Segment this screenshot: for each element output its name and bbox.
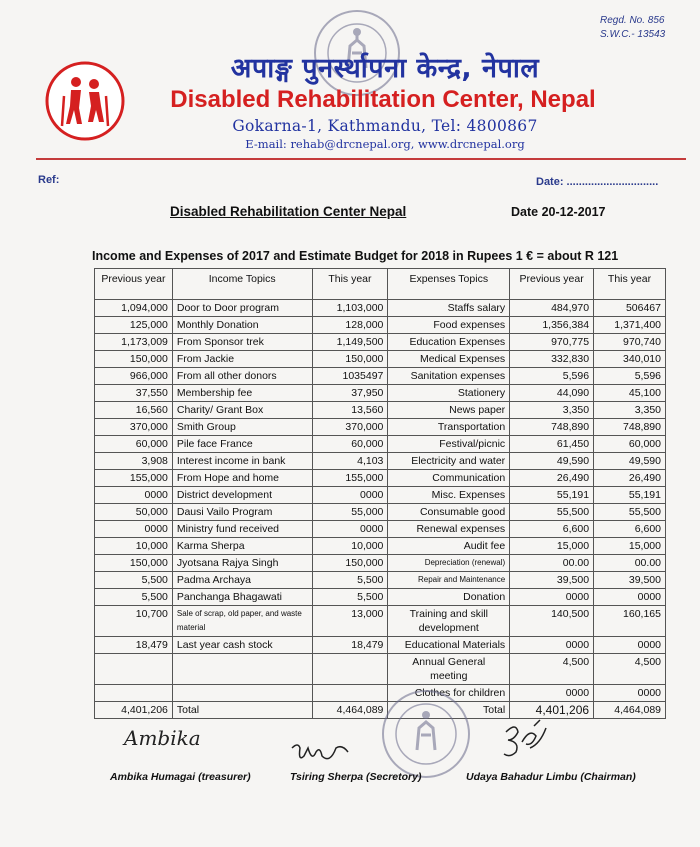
income-previous-year: 150,000 xyxy=(95,555,173,572)
expense-topic: Education Expenses xyxy=(388,334,510,351)
expense-previous-year: 484,970 xyxy=(510,300,594,317)
income-topic: Charity/ Grant Box xyxy=(172,402,312,419)
expense-topic: Misc. Expenses xyxy=(388,487,510,504)
expense-topic: Training and skill development xyxy=(388,606,510,637)
income-this-year: 1035497 xyxy=(312,368,388,385)
table-row xyxy=(95,470,666,487)
income-topic: From Hope and home xyxy=(172,470,312,487)
table-row xyxy=(95,555,666,572)
income-topic: Last year cash stock xyxy=(172,637,312,654)
expense-previous-year: 00.00 xyxy=(510,555,594,572)
expense-previous-year: 55,500 xyxy=(510,504,594,521)
expense-this-year: 6,600 xyxy=(594,521,666,538)
table-row xyxy=(95,654,666,685)
income-this-year: 0000 xyxy=(312,487,388,504)
expense-this-year: 0000 xyxy=(594,589,666,606)
expense-previous-year: 55,191 xyxy=(510,487,594,504)
expense-this-year: 55,500 xyxy=(594,504,666,521)
col-header-income-topics: Income Topics xyxy=(172,269,312,300)
income-topic: From all other donors xyxy=(172,368,312,385)
table-row xyxy=(95,317,666,334)
table-row xyxy=(95,589,666,606)
ref-label: Ref: xyxy=(38,174,60,186)
income-topic: Jyotsana Rajya Singh xyxy=(172,555,312,572)
income-topic: Door to Door program xyxy=(172,300,312,317)
expense-topic: Transportation xyxy=(388,419,510,436)
income-this-year: 370,000 xyxy=(312,419,388,436)
expense-previous-year: 1,356,384 xyxy=(510,317,594,334)
income-this-year: 150,000 xyxy=(312,555,388,572)
income-previous-year: 4,401,206 xyxy=(95,702,173,719)
expense-topic: Depreciation (renewal) xyxy=(388,555,510,572)
expense-previous-year: 748,890 xyxy=(510,419,594,436)
income-this-year: 4,464,089 xyxy=(312,702,388,719)
table-row xyxy=(95,419,666,436)
income-previous-year: 150,000 xyxy=(95,351,173,368)
income-this-year: 10,000 xyxy=(312,538,388,555)
income-previous-year xyxy=(95,654,173,685)
regd-number: Regd. No. 856 xyxy=(600,15,665,26)
income-this-year: 1,149,500 xyxy=(312,334,388,351)
col-header-expense-previous: Previous year xyxy=(510,269,594,300)
table-row xyxy=(95,368,666,385)
income-topic: From Jackie xyxy=(172,351,312,368)
table-row xyxy=(95,606,666,637)
table-row xyxy=(95,436,666,453)
income-topic: Dausi Vailo Program xyxy=(172,504,312,521)
expense-this-year: 55,191 xyxy=(594,487,666,504)
table-caption: Income and Expenses of 2017 and Estimate Budget for 2018 in Rupees 1 € = about R 121 xyxy=(92,249,619,263)
income-this-year xyxy=(312,685,388,702)
income-previous-year: 18,479 xyxy=(95,637,173,654)
expense-previous-year: 61,450 xyxy=(510,436,594,453)
income-previous-year: 16,560 xyxy=(95,402,173,419)
expense-this-year: 748,890 xyxy=(594,419,666,436)
expense-this-year: 160,165 xyxy=(594,606,666,637)
table-row xyxy=(95,334,666,351)
expense-topic: Repair and Maintenance xyxy=(388,572,510,589)
income-topic: District development xyxy=(172,487,312,504)
email-line: E-mail: rehab@drcnepal.org, www.drcnepal.org xyxy=(245,137,525,151)
col-header-income-this-year: This year xyxy=(312,269,388,300)
income-this-year: 18,479 xyxy=(312,637,388,654)
expense-this-year: 970,740 xyxy=(594,334,666,351)
swc-number: S.W.C.- 13543 xyxy=(600,29,666,40)
expense-this-year: 49,590 xyxy=(594,453,666,470)
expense-topic: Donation xyxy=(388,589,510,606)
expense-this-year: 340,010 xyxy=(594,351,666,368)
title-nepali: अपाङ्ग पुनर्स्थापना केन्द्र, नेपाल xyxy=(230,53,540,84)
income-previous-year: 50,000 xyxy=(95,504,173,521)
income-topic: Pile face France xyxy=(172,436,312,453)
expense-topic: Food expenses xyxy=(388,317,510,334)
income-this-year: 128,000 xyxy=(312,317,388,334)
expense-previous-year: 15,000 xyxy=(510,538,594,555)
col-header-income-previous: Previous year xyxy=(95,269,173,300)
income-this-year: 4,103 xyxy=(312,453,388,470)
income-previous-year: 10,000 xyxy=(95,538,173,555)
registration-info xyxy=(600,14,665,42)
expense-topic: Annual General meeting xyxy=(388,654,510,685)
income-this-year: 5,500 xyxy=(312,572,388,589)
income-this-year: 60,000 xyxy=(312,436,388,453)
expense-previous-year: 49,590 xyxy=(510,453,594,470)
income-topic: Total xyxy=(172,702,312,719)
income-previous-year: 370,000 xyxy=(95,419,173,436)
drc-logo xyxy=(44,60,126,142)
expense-previous-year: 4,401,206 xyxy=(510,702,594,719)
budget-table xyxy=(94,268,666,719)
income-previous-year xyxy=(95,685,173,702)
expense-previous-year: 332,830 xyxy=(510,351,594,368)
income-previous-year: 125,000 xyxy=(95,317,173,334)
income-topic: Sale of scrap, old paper, and waste material xyxy=(172,606,312,637)
secretary-name: Tsiring Sherpa (Secretory) xyxy=(290,771,422,783)
income-this-year: 155,000 xyxy=(312,470,388,487)
expense-this-year: 0000 xyxy=(594,685,666,702)
income-this-year: 37,950 xyxy=(312,385,388,402)
expense-previous-year: 6,600 xyxy=(510,521,594,538)
col-header-expense-this-year: This year xyxy=(594,269,666,300)
expense-topic: Consumable good xyxy=(388,504,510,521)
income-previous-year: 5,500 xyxy=(95,572,173,589)
income-previous-year: 155,000 xyxy=(95,470,173,487)
income-topic: Karma Sherpa xyxy=(172,538,312,555)
table-header-row xyxy=(95,269,666,300)
table-row xyxy=(95,453,666,470)
secretary-signature xyxy=(290,738,352,768)
expense-topic: Sanitation expenses xyxy=(388,368,510,385)
table-row xyxy=(95,300,666,317)
title-english: Disabled Rehabilitation Center, Nepal xyxy=(170,86,596,113)
expense-topic: Communication xyxy=(388,470,510,487)
income-this-year: 150,000 xyxy=(312,351,388,368)
table-row xyxy=(95,504,666,521)
income-this-year: 1,103,000 xyxy=(312,300,388,317)
table-row xyxy=(95,572,666,589)
income-topic xyxy=(172,654,312,685)
bottom-seal-stamp xyxy=(380,688,472,780)
income-topic: Padma Archaya xyxy=(172,572,312,589)
expense-previous-year: 0000 xyxy=(510,637,594,654)
expense-this-year: 00.00 xyxy=(594,555,666,572)
table-row xyxy=(95,521,666,538)
income-previous-year: 3,908 xyxy=(95,453,173,470)
expense-topic: Total xyxy=(388,702,510,719)
income-previous-year: 60,000 xyxy=(95,436,173,453)
expense-topic: Audit fee xyxy=(388,538,510,555)
income-topic: From Sponsor trek xyxy=(172,334,312,351)
expense-this-year: 26,490 xyxy=(594,470,666,487)
expense-previous-year: 0000 xyxy=(510,685,594,702)
col-header-expense-topics: Expenses Topics xyxy=(388,269,510,300)
expense-topic: News paper xyxy=(388,402,510,419)
header-divider xyxy=(36,158,686,160)
income-previous-year: 1,173,009 xyxy=(95,334,173,351)
expense-previous-year: 5,596 xyxy=(510,368,594,385)
income-topic xyxy=(172,685,312,702)
table-row xyxy=(95,487,666,504)
income-previous-year: 10,700 xyxy=(95,606,173,637)
expense-previous-year: 39,500 xyxy=(510,572,594,589)
income-previous-year: 1,094,000 xyxy=(95,300,173,317)
income-topic: Panchanga Bhagawati xyxy=(172,589,312,606)
income-topic: Interest income in bank xyxy=(172,453,312,470)
income-previous-year: 966,000 xyxy=(95,368,173,385)
table-row xyxy=(95,637,666,654)
expense-previous-year: 26,490 xyxy=(510,470,594,487)
expense-topic: Medical Expenses xyxy=(388,351,510,368)
chairman-name: Udaya Bahadur Limbu (Chairman) xyxy=(466,771,636,783)
treasurer-name: Ambika Humagai (treasurer) xyxy=(110,771,251,783)
expense-topic: Renewal expenses xyxy=(388,521,510,538)
expense-topic: Festival/picnic xyxy=(388,436,510,453)
expense-previous-year: 0000 xyxy=(510,589,594,606)
expense-this-year: 1,371,400 xyxy=(594,317,666,334)
chairman-signature xyxy=(500,718,550,760)
table-row xyxy=(95,351,666,368)
income-this-year xyxy=(312,654,388,685)
income-previous-year: 0000 xyxy=(95,487,173,504)
expense-this-year: 45,100 xyxy=(594,385,666,402)
expense-this-year: 60,000 xyxy=(594,436,666,453)
income-this-year: 13,000 xyxy=(312,606,388,637)
expense-previous-year: 3,350 xyxy=(510,402,594,419)
expense-this-year: 4,464,089 xyxy=(594,702,666,719)
expense-topic: Educational Materials xyxy=(388,637,510,654)
expense-this-year: 0000 xyxy=(594,637,666,654)
table-row xyxy=(95,385,666,402)
expense-this-year: 506467 xyxy=(594,300,666,317)
expense-topic: Electricity and water xyxy=(388,453,510,470)
income-this-year: 13,560 xyxy=(312,402,388,419)
income-this-year: 55,000 xyxy=(312,504,388,521)
expense-previous-year: 970,775 xyxy=(510,334,594,351)
table-row xyxy=(95,538,666,555)
expense-this-year: 39,500 xyxy=(594,572,666,589)
expense-this-year: 5,596 xyxy=(594,368,666,385)
expense-topic: Stationery xyxy=(388,385,510,402)
expense-this-year: 15,000 xyxy=(594,538,666,555)
expense-previous-year: 4,500 xyxy=(510,654,594,685)
income-previous-year: 5,500 xyxy=(95,589,173,606)
income-this-year: 5,500 xyxy=(312,589,388,606)
document-date: Date 20-12-2017 xyxy=(511,205,606,219)
expense-this-year: 3,350 xyxy=(594,402,666,419)
expense-topic: Staffs salary xyxy=(388,300,510,317)
income-topic: Monthly Donation xyxy=(172,317,312,334)
expense-previous-year: 140,500 xyxy=(510,606,594,637)
income-this-year: 0000 xyxy=(312,521,388,538)
organization-name: Disabled Rehabilitation Center Nepal xyxy=(170,204,407,219)
expense-previous-year: 44,090 xyxy=(510,385,594,402)
income-previous-year: 0000 xyxy=(95,521,173,538)
date-label: Date: .............................. xyxy=(536,176,659,188)
expense-topic: Clothes for children xyxy=(388,685,510,702)
income-topic: Ministry fund received xyxy=(172,521,312,538)
expense-this-year: 4,500 xyxy=(594,654,666,685)
treasurer-signature: Ambika xyxy=(124,726,201,750)
address: Gokarna-1, Kathmandu, Tel: 4800867 xyxy=(232,117,538,135)
income-previous-year: 37,550 xyxy=(95,385,173,402)
table-row xyxy=(95,402,666,419)
income-topic: Membership fee xyxy=(172,385,312,402)
income-topic: Smith Group xyxy=(172,419,312,436)
